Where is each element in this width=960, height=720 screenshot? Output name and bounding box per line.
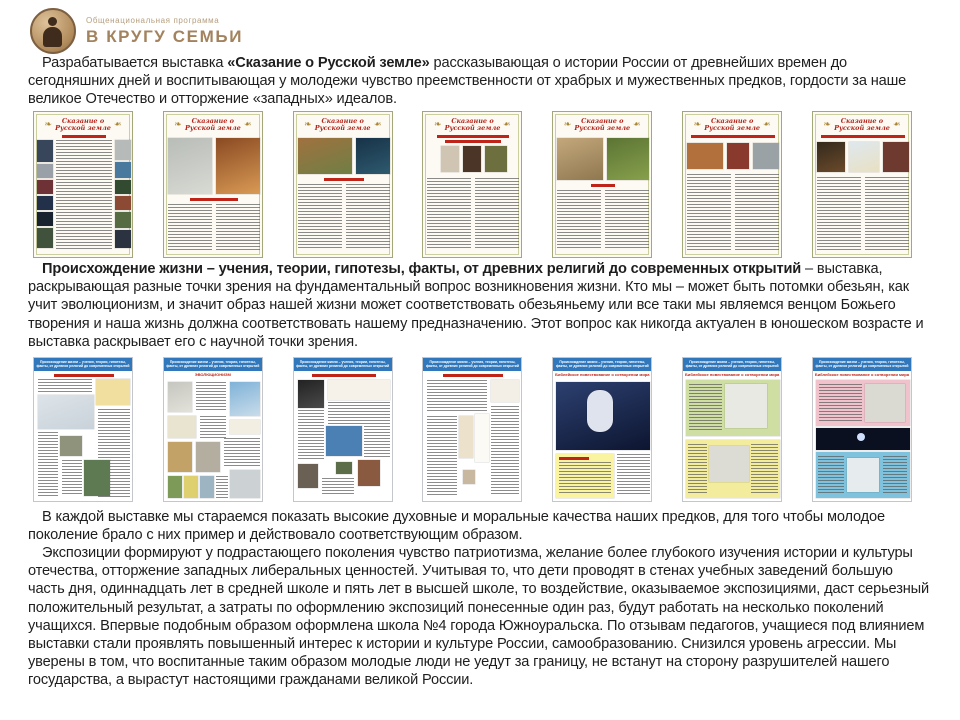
program-subtitle: Общенациональная программа (86, 15, 220, 25)
thumbnail-image (298, 380, 324, 408)
thumbnail-image (587, 390, 613, 432)
panel-ornate-header (423, 112, 521, 135)
logo-text (86, 16, 243, 47)
panel-ornate-header (294, 112, 392, 135)
thumbnail-image (168, 416, 196, 438)
thumbnail-image (491, 380, 519, 402)
red-caption-line (559, 457, 589, 460)
panel-subtitle: Библейское повествование о сотворении мира (685, 372, 780, 377)
red-caption-line (62, 135, 106, 138)
panel-title: Сказание о Русской земле (314, 116, 371, 132)
paragraph-skazanie-intro (28, 54, 930, 109)
simulated-text-lines (62, 460, 82, 496)
simulated-text-lines (298, 410, 324, 460)
simulated-text-lines (224, 438, 260, 466)
thumbnail-image (485, 146, 507, 172)
thumbnail-image (727, 143, 749, 169)
simulated-text-lines (735, 174, 779, 250)
thumbnail-image (298, 138, 352, 174)
thumbnail-image (37, 164, 53, 178)
floral-ornament-icon: ❧ (304, 119, 312, 129)
panel-blue-header: Происхождение жизни – учения, теории, гипотезы, факты, от древних религий до современных открытий (553, 358, 651, 371)
thumbnail-image (115, 212, 131, 228)
simulated-text-lines (200, 416, 226, 438)
program-name: В КРУГУ СЕМЬИ (86, 26, 244, 46)
thumbnail-image (115, 196, 131, 210)
floral-ornament-icon: ❧ (823, 119, 831, 129)
simulated-text-lines (557, 190, 601, 250)
thumbnail-image (687, 143, 723, 169)
thumbnail-image (849, 142, 879, 172)
thumbnail-image (84, 460, 110, 496)
red-caption-line (821, 135, 905, 138)
panel-blue-header: Происхождение жизни – учения, теории, гипотезы, факты, от древних религий до современных открытий (813, 358, 911, 371)
panel-subtitle: Библейское повествование о сотворении мира (814, 372, 910, 377)
panel-blue-header: Происхождение жизни – учения, теории, гипотезы, факты, от древних религий до современных открытий (164, 358, 262, 371)
exhibition-row-skazanie (33, 111, 912, 258)
exhibit-panel-origin-3 (293, 357, 393, 502)
floral-ornament-icon: ❧ (503, 119, 512, 129)
simulated-text-lines (751, 444, 778, 494)
thumbnail-image (463, 470, 475, 484)
text-run: Разрабатывается выставка (42, 55, 228, 71)
thumbnail-image (817, 142, 845, 172)
simulated-text-lines (819, 384, 862, 422)
paragraph-patriotism-results: Экспозиции формируют у подрастающего поколения чувство патриотизма, желание более глубокого изучения истории и культуры отечества, отторжение западных либеральных ценностей. Учитывая то, что дети проводят в стенах учебных заведений большую часть дня, одиннадцать лет в средней школе и пять лет в высшей школе, то воздействие, оказываемое экспозициями, даст серьезный положительный результат, а затраты по оформлению экспозиций понесенные один раз, будут работать на несколько поколений учащихся. Впервые подобным образом оформлена школа №4 города Южноуральска. По отзывам педагогов, учащиеся под влиянием выставки стали проявлять повышенный интерес к истории и культуре России, самообразованию. Снизился уровень агрессии. Мы уверены в том, что воспитанные таким образом молодые люди не уедут за границу, не встанут на сторону разрушителей нашего государства, а вырастут настоящими гражданами великой России. (28, 545, 929, 689)
thumbnail-image (38, 395, 94, 429)
thumbnail-image (459, 416, 473, 458)
panel-ornate-header (34, 112, 132, 135)
exhibition-row-origin-of-life (33, 357, 912, 503)
exhibit-panel-origin-6 (682, 357, 782, 502)
simulated-text-lines (216, 476, 228, 498)
red-caption-line (324, 178, 364, 181)
thumbnail-image (200, 476, 214, 498)
floral-ornament-icon: ❧ (174, 119, 182, 129)
red-caption-line (443, 374, 503, 377)
thumbnail-image (298, 464, 318, 488)
thumbnail-image (37, 140, 53, 162)
family-emblem-icon (30, 8, 76, 54)
thumbnail-image (328, 380, 390, 400)
red-caption-line (591, 184, 615, 187)
simulated-text-lines (427, 380, 487, 412)
panel-ornate-header (164, 112, 262, 135)
thumbnail-image (196, 442, 220, 472)
thumbnail-image (37, 228, 53, 248)
thumbnail-image (441, 146, 459, 172)
program-logo (30, 8, 243, 54)
simulated-text-lines (196, 382, 226, 412)
thumbnail-image (230, 382, 260, 416)
simulated-text-lines (427, 416, 457, 496)
simulated-text-lines (475, 178, 519, 250)
red-caption-line (190, 198, 238, 201)
thumbnail-image (37, 196, 53, 210)
simulated-text-lines (328, 402, 390, 424)
thumbnail-image (557, 138, 603, 180)
thumbnail-image (168, 138, 212, 194)
thumbnail-image (463, 146, 481, 172)
emblem-figure (48, 17, 57, 26)
text-run: – выставка, раскрывающая разные точки зрения на фундаментальный вопрос возникновения жизни. Кто мы – может быть потомки обезьян, как учит эволюционизм, и значит образ нашей жизни может соответствовать обезьяньему или все таки мы являемся венцом Божьего творения и наша жизнь должна соответствовать нашему предназначению. Этот вопрос как никогда актуален в юношеском возрасте и выставка раскрывает его с научной точки зрения. (28, 261, 924, 350)
exhibit-panel-origin-5 (552, 357, 652, 502)
exhibit-panel-skazanie-6 (682, 111, 782, 258)
thumbnail-image (230, 420, 260, 434)
thumbnail-image (709, 446, 749, 482)
red-caption-line (691, 135, 775, 138)
simulated-text-lines (689, 384, 722, 432)
exhibition-title-bold: «Сказание о Русской земле» (227, 55, 430, 71)
panel-title: Сказание о Русской земле (184, 116, 241, 132)
floral-ornament-icon: ❧ (243, 119, 252, 129)
thumbnail-image (60, 436, 82, 456)
floral-ornament-icon: ❧ (114, 119, 122, 129)
thumbnail-image (168, 442, 192, 472)
simulated-text-lines (818, 456, 844, 494)
thumbnail-image (115, 162, 131, 178)
exhibit-panel-origin-1 (33, 357, 133, 502)
simulated-text-lines (38, 379, 92, 393)
floral-ornament-icon: ❧ (433, 119, 442, 129)
simulated-text-lines (427, 178, 471, 250)
thumbnail-image (725, 384, 767, 428)
simulated-text-lines (168, 204, 212, 252)
floral-ornament-icon: ❧ (693, 119, 702, 129)
simulated-text-lines (56, 140, 112, 250)
panel-blue-header: Происхождение жизни – учения, теории, гипотезы, факты, от древних религий до современных открытий (423, 358, 521, 371)
simulated-text-lines (322, 478, 354, 496)
panel-blue-header: Происхождение жизни – учения, теории, гипотезы, факты, от древних религий до современных открытий (294, 358, 392, 371)
floral-ornament-icon: ❧ (763, 119, 771, 129)
thumbnail-image (865, 384, 905, 422)
thumbnail-image (184, 476, 198, 498)
red-caption-line (445, 140, 501, 143)
text-run: рассказывающая о истории России от древнейших времен до сегодняшних дней и воспитывающая у молодежи чувство преемственности от храбрых и мужественных предков, гордости за наше великое Отечество и отторжение «западных» идеалов. (28, 55, 907, 108)
thumbnail-image (358, 460, 380, 486)
thumbnail-image (96, 379, 130, 405)
panel-title: Сказание о Русской земле (55, 116, 111, 132)
thumbnail-image (857, 433, 865, 441)
panel-ornate-header (553, 112, 651, 135)
panel-title: Сказание о Русской земле (444, 116, 501, 132)
simulated-text-lines (883, 456, 907, 494)
red-caption-line (312, 374, 376, 377)
thumbnail-image (115, 230, 131, 248)
simulated-text-lines (817, 177, 861, 250)
panel-ornate-header (683, 112, 781, 135)
exhibit-panel-skazanie-1 (33, 111, 133, 258)
thumbnail-image (753, 143, 779, 169)
thumbnail-image (607, 138, 649, 180)
simulated-text-lines (865, 177, 909, 250)
red-caption-line (437, 135, 509, 138)
panel-blue-header: Происхождение жизни – учения, теории, гипотезы, факты, от древних религий до современных открытий (34, 358, 132, 371)
exhibit-panel-skazanie-5 (552, 111, 652, 258)
paragraph-moral-qualities: В каждой выставке мы стараемся показать высокие духовные и моральные качества наших предков, для того чтобы молодое поколение брало с них пример и действовало соответствующим образом. (28, 509, 885, 544)
thumbnail-image (883, 142, 909, 172)
thumbnail-image (37, 180, 53, 194)
exhibit-panel-skazanie-2 (163, 111, 263, 258)
thumbnail-image (326, 426, 362, 456)
thumbnail-image (168, 382, 192, 412)
exhibition-title-bold: Происхождение жизни – учения, теории, гипотезы, факты, от древних религий до современных открытий (42, 261, 802, 277)
floral-ornament-icon: ❧ (44, 119, 52, 129)
simulated-text-lines (298, 184, 342, 250)
exhibit-panel-origin-4 (422, 357, 522, 502)
thumbnail-image (115, 140, 131, 160)
thumbnail-image (37, 212, 53, 226)
thumbnail-image (115, 180, 131, 194)
panel-ornate-header (813, 112, 911, 135)
simulated-text-lines (491, 406, 519, 496)
simulated-text-lines (38, 432, 58, 496)
simulated-text-lines (216, 204, 260, 252)
simulated-text-lines (687, 174, 731, 250)
simulated-text-lines (559, 462, 611, 495)
simulated-text-lines (617, 454, 650, 496)
thumbnail-image (475, 414, 489, 462)
panel-title: Сказание о Русской земле (704, 116, 761, 132)
simulated-text-lines (605, 190, 649, 250)
simulated-text-lines (364, 426, 390, 458)
panel-subtitle: Библейское повествование о сотворении мира (555, 372, 650, 377)
panel-title: Сказание о Русской земле (574, 116, 631, 132)
floral-ornament-icon: ❧ (892, 119, 901, 129)
panel-blue-header: Происхождение жизни – учения, теории, гипотезы, факты, от древних религий до современных открытий (683, 358, 781, 371)
exhibit-panel-origin-2 (163, 357, 263, 502)
panel-title: Сказание о Русской земле (834, 116, 890, 132)
panel-subtitle: ЭВОЛЮЦИОНИЗМ (194, 372, 231, 377)
thumbnail-image (356, 138, 390, 174)
thumbnail-image (216, 138, 260, 194)
exhibit-panel-skazanie-4 (422, 111, 522, 258)
floral-ornament-icon: ❧ (563, 119, 572, 129)
emblem-figure (43, 27, 62, 47)
simulated-text-lines (346, 184, 390, 250)
red-caption-line (54, 374, 114, 377)
thumbnail-image (230, 470, 260, 498)
thumbnail-image (847, 458, 879, 492)
exhibit-panel-origin-7 (812, 357, 912, 502)
exhibit-panel-skazanie-7 (812, 111, 912, 258)
paragraph-origin-of-life (28, 260, 930, 351)
thumbnail-image (168, 476, 182, 498)
simulated-text-lines (688, 444, 707, 494)
exhibit-panel-skazanie-3 (293, 111, 393, 258)
thumbnail-image (336, 462, 352, 474)
floral-ornament-icon: ❧ (373, 119, 382, 129)
floral-ornament-icon: ❧ (633, 119, 641, 129)
